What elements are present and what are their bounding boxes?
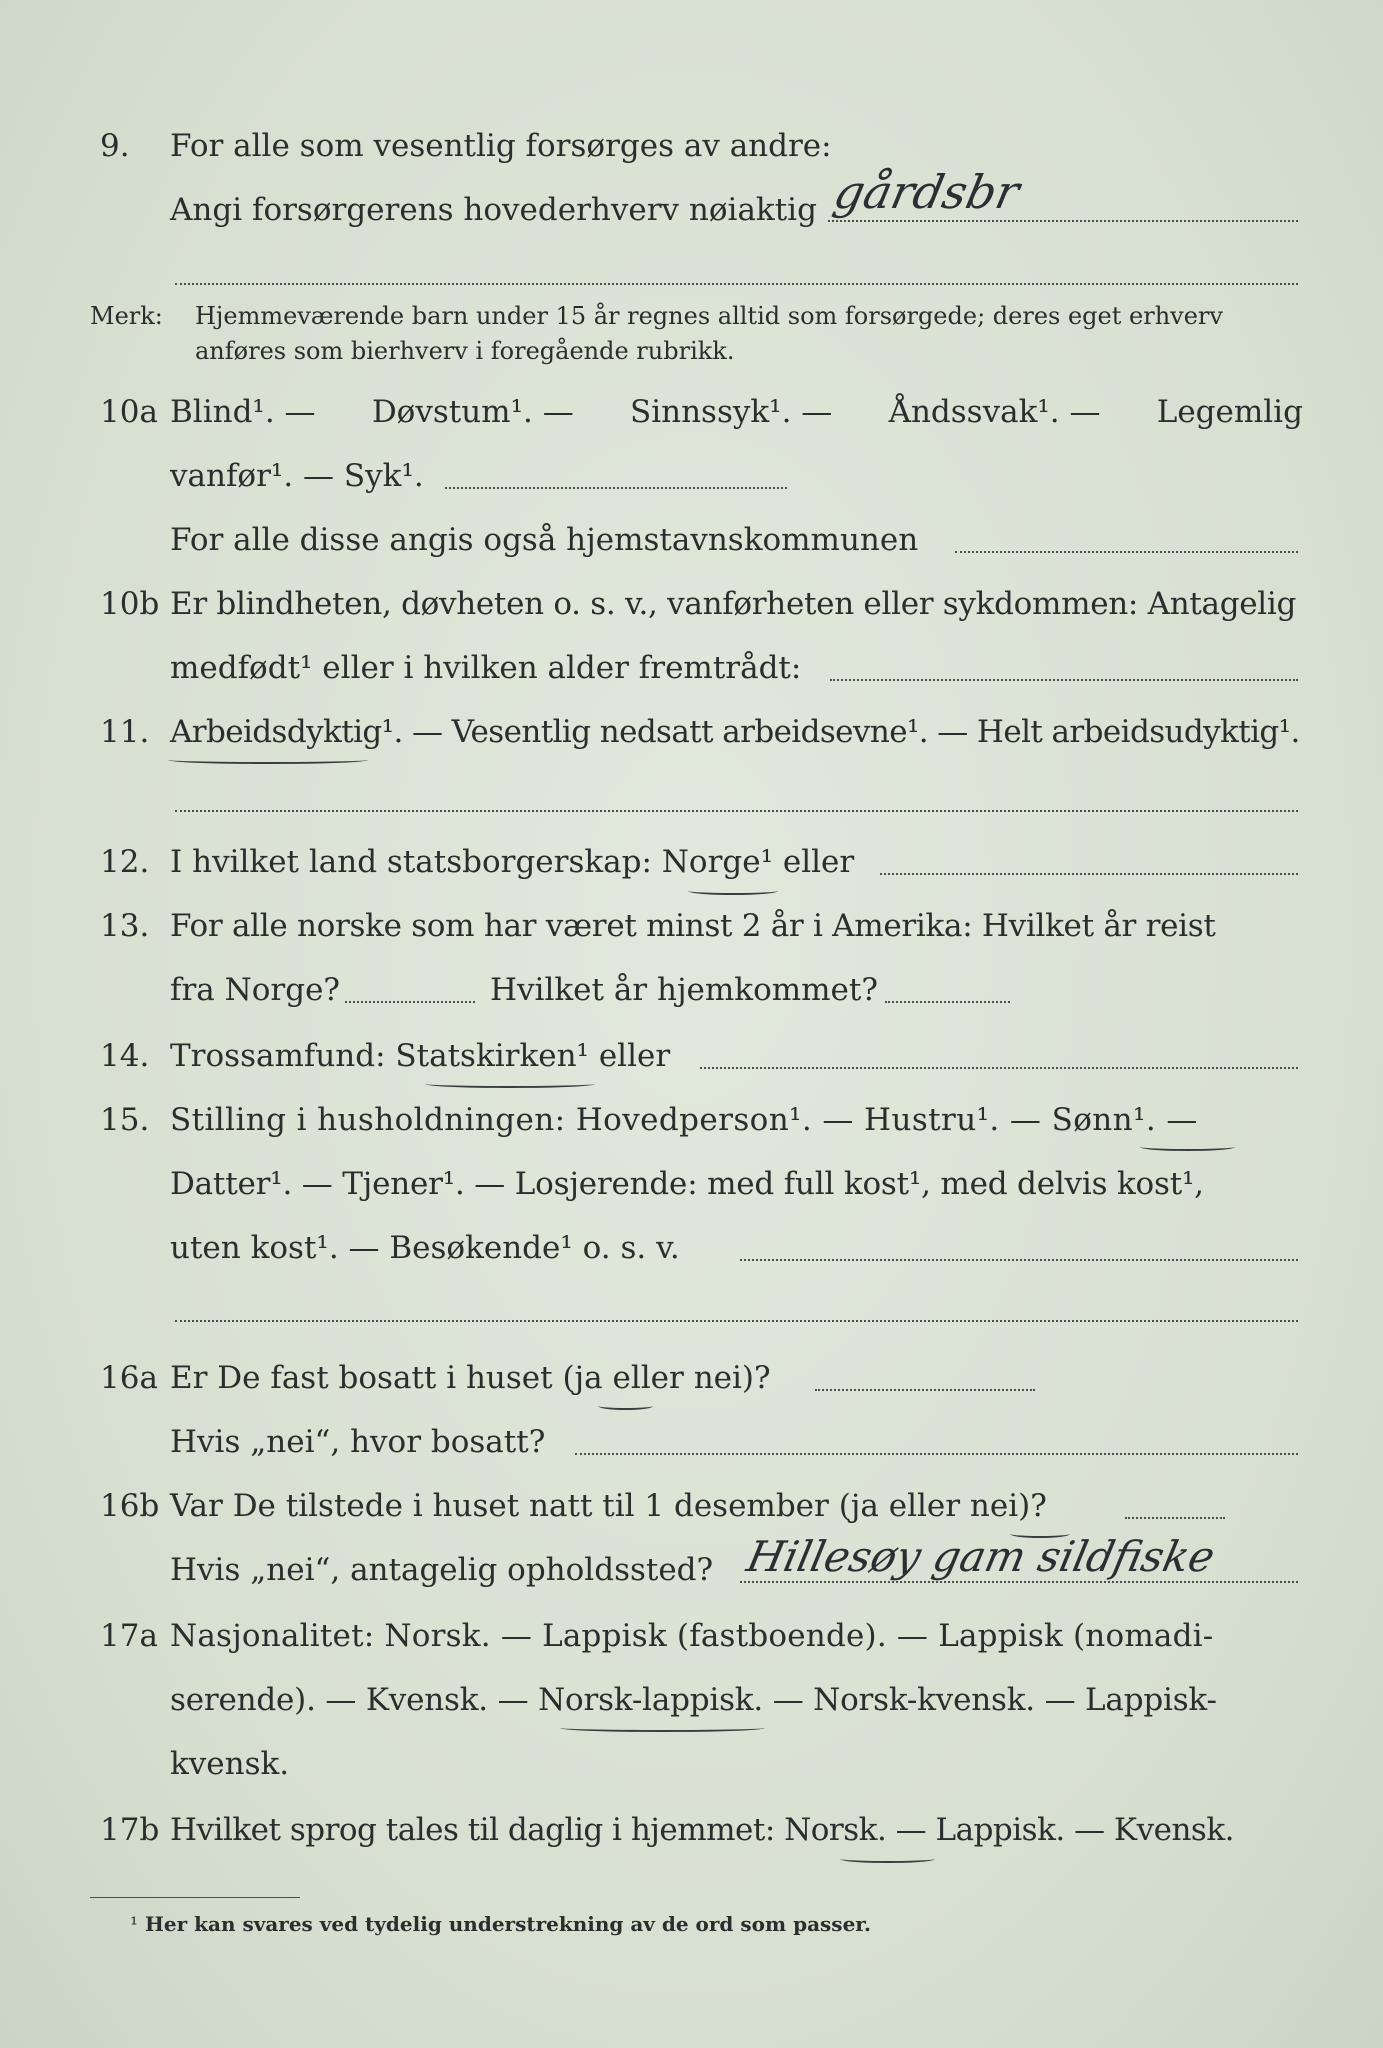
q9-handwritten-answer: gårdsbr	[829, 165, 1025, 219]
q13-line2a: fra Norge?	[170, 972, 341, 1008]
footnote	[130, 1912, 871, 1936]
q17a-line3: kvensk.	[170, 1746, 290, 1782]
q9-line1: For alle som vesentlig forsørges av andre:	[170, 128, 832, 164]
q16a-underline-ja	[598, 1402, 653, 1410]
q15-line1: Stilling i husholdningen: Hovedperson¹. — Hustru¹. — Sønn¹. —	[170, 1102, 1198, 1138]
q14-line1: Trossamfund: Statskirken¹ eller	[170, 1038, 671, 1074]
q12-answer-line	[880, 873, 1298, 875]
q17a-underline-norsk-lappisk	[560, 1724, 765, 1732]
q16a-line2: Hvis „nei“, hvor bosatt?	[170, 1424, 546, 1460]
q16b-answer-line	[1125, 1517, 1225, 1519]
q12-line1: I hvilket land statsborgerskap: Norge¹ eller	[170, 844, 855, 880]
q16b-line2: Hvis „nei“, antagelig opholdssted?	[170, 1552, 714, 1588]
q16b-opholdssted-line	[740, 1581, 1298, 1583]
q16b-number: 16b	[100, 1488, 160, 1524]
q10b-line2: medfødt¹ eller i hvilken alder fremtrådt:	[170, 650, 802, 686]
q10a-dovstum: Døvstum¹. —	[371, 394, 574, 430]
q14-underline-statskirken	[425, 1080, 595, 1088]
q17a-line2: serende). — Kvensk. — Norsk-lappisk. — Norsk-kvensk. — Lappisk-	[170, 1682, 1217, 1718]
q17b-number: 17b	[100, 1812, 160, 1848]
q17a-number: 17a	[100, 1618, 158, 1654]
q16a-bosatt-line	[575, 1453, 1298, 1455]
q10b-number: 10b	[100, 586, 160, 622]
q10b-line1: Er blindheten, døvheten o. s. v., vanførheten eller sykdommen: Antagelig	[170, 586, 1297, 622]
q14-answer-line	[700, 1067, 1298, 1069]
q10a-syk-line	[445, 487, 787, 489]
q15-answer-line	[740, 1259, 1298, 1261]
q11-underline-arbeidsdyktig	[168, 756, 368, 764]
merk-label: Merk:	[90, 302, 163, 330]
footnote-rule	[90, 1897, 300, 1898]
footnote-mark: ¹	[130, 1912, 139, 1936]
q10a-sinnssyk: Sinnssyk¹. —	[629, 394, 833, 430]
q13-reist-line	[345, 1001, 475, 1003]
q10a-line1	[170, 394, 1303, 430]
q10a-line3: For alle disse angis også hjemstavnskommunen	[170, 522, 919, 558]
q9-line2: Angi forsørgerens hovederhverv nøiaktig	[170, 192, 817, 228]
merk-line1: Hjemmeværende barn under 15 år regnes alltid som forsørgede; deres eget erhverv	[195, 302, 1223, 330]
footnote-text: Her kan svares ved tydelig understrekning av de ord som passer.	[145, 1912, 871, 1936]
q15-underline-sonn	[1140, 1143, 1235, 1151]
q14-number: 14.	[100, 1038, 150, 1074]
q15-line3: uten kost¹. — Besøkende¹ o. s. v.	[170, 1230, 680, 1266]
q10a-line2: vanfør¹. — Syk¹.	[170, 458, 424, 494]
q12-underline-norge	[688, 887, 778, 895]
q13-line2b: Hvilket år hjemkommet?	[490, 972, 878, 1008]
q16b-handwritten-answer: Hillesøy gam sildfiske	[742, 1532, 1220, 1581]
q9-answer-line	[828, 220, 1298, 222]
q11-line1: Arbeidsdyktig¹. — Vesentlig nedsatt arbeidsevne¹. — Helt arbeidsudyktig¹.	[170, 714, 1300, 750]
q17b-underline-norsk	[840, 1855, 935, 1863]
q15-extra-line	[175, 1320, 1298, 1322]
q11-extra-line	[175, 810, 1298, 812]
q11-number: 11.	[100, 714, 150, 750]
q16a-answer-line	[815, 1389, 1035, 1391]
q17a-line1: Nasjonalitet: Norsk. — Lappisk (fastboende). — Lappisk (nomadi-	[170, 1618, 1214, 1654]
merk-line2: anføres som bierhverv i foregående rubrikk.	[195, 337, 735, 365]
q10a-hjemstavn-line	[955, 551, 1298, 553]
q17b-line1: Hvilket sprog tales til daglig i hjemmet: Norsk. — Lappisk. — Kvensk.	[170, 1812, 1234, 1848]
q10a-number: 10a	[100, 394, 158, 430]
q15-line2: Datter¹. — Tjener¹. — Losjerende: med full kost¹, med delvis kost¹,	[170, 1166, 1204, 1202]
q15-number: 15.	[100, 1102, 150, 1138]
q10b-alder-line	[830, 679, 1298, 681]
q16b-line1: Var De tilstede i huset natt til 1 desember (ja eller nei)?	[170, 1488, 1047, 1524]
q9-extra-line	[175, 283, 1298, 285]
q9-number: 9.	[100, 128, 130, 164]
q16a-line1: Er De fast bosatt i huset (ja eller nei)?	[170, 1360, 771, 1396]
q13-hjemkommet-line	[885, 1001, 1010, 1003]
q12-number: 12.	[100, 844, 150, 880]
q13-number: 13.	[100, 908, 150, 944]
q13-line1: For alle norske som har været minst 2 år i Amerika: Hvilket år reist	[170, 908, 1216, 944]
q10a-legemlig: Legemlig	[1156, 394, 1303, 430]
q10a-blind: Blind¹. —	[170, 394, 316, 430]
q10a-andssvak: Åndssvak¹. —	[888, 394, 1101, 430]
q16a-number: 16a	[100, 1360, 158, 1396]
